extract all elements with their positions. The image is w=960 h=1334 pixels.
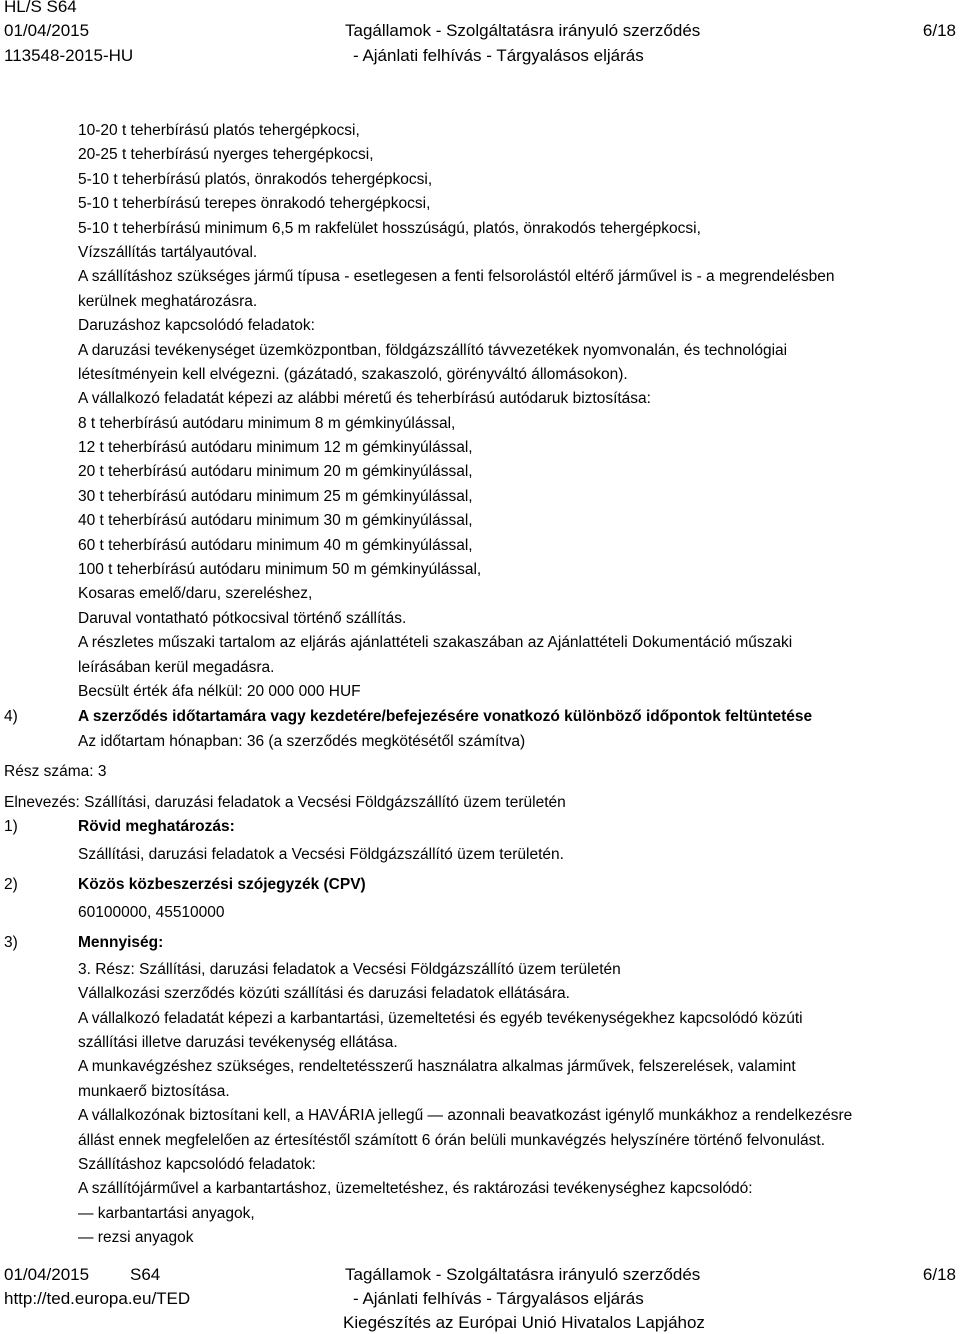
header-title-1: Tagállamok - Szolgáltatásra irányuló szerződés	[345, 21, 701, 40]
text-line: leírásában kerül megadásra.	[78, 658, 275, 676]
text-line: A vállalkozónak biztosítani kell, a HAVÁRIA jellegű — azonnali beavatkozást igénylő munkákhoz a rendelkezésre	[78, 1107, 853, 1125]
text-line: A vállalkozó feladatát képezi a karbantartási, üzemeltetési és egyéb tevékenységekhez kapcsolódó közúti	[78, 1009, 803, 1027]
text-line: 30 t teherbírású autódaru minimum 25 m gémkinyúlással,	[78, 487, 473, 505]
section-heading: A szerződés időtartamára vagy kezdetére/befejezésére vonatkozó különböző időpontok feltüntetése	[78, 708, 813, 726]
section-heading: Rövid meghatározás:	[78, 817, 235, 835]
text-line: 3. Rész: Szállítási, daruzási feladatok a Vecsési Földgázszállító üzem területén	[78, 960, 621, 978]
text-line: 5-10 t teherbírású terepes önrakodó tehergépkocsi,	[78, 195, 431, 213]
text-line: Kosaras emelő/daru, szereléshez,	[78, 585, 313, 603]
text-line: létesítményein kell elvégezni. (gázátadó, szakaszoló, görényváltó állomásokon).	[78, 365, 628, 383]
section-1-heading	[0, 815, 960, 839]
header-ref: 113548-2015-HU	[4, 46, 134, 65]
footer-url[interactable]: http://ted.europa.eu/TED	[4, 1289, 191, 1308]
part-number: Rész száma: 3	[4, 763, 107, 781]
page-header	[0, 0, 960, 70]
text-line: munkaerő biztosítása.	[78, 1082, 230, 1100]
document-body	[0, 119, 960, 1251]
part-name: Elnevezés: Szállítási, daruzási feladatok a Vecsési Földgázszállító üzem területén	[4, 793, 566, 811]
text-line: állást ennek megfelelően az értesítéstől számított 6 órán belüli munkavégzés helyszínére történő felvonulást.	[78, 1131, 825, 1149]
continued-items	[0, 119, 960, 704]
section-heading: Közös közbeszerzési szójegyzék (CPV)	[78, 875, 366, 893]
section-4-heading	[0, 705, 960, 729]
section-heading: Mennyiség:	[78, 933, 164, 951]
footer-page: 6/18	[922, 1265, 956, 1284]
header-date: 01/04/2015	[4, 21, 90, 40]
section-3-lines	[0, 958, 960, 1251]
footer-title-3: Kiegészítés az Európai Unió Hivatalos Lapjához	[343, 1313, 705, 1332]
section-number: 1)	[4, 817, 18, 835]
header-title-2: - Ajánlati felhívás - Tárgyalásos eljárás	[353, 46, 644, 65]
footer-title-1: Tagállamok - Szolgáltatásra irányuló szerződés	[345, 1265, 701, 1284]
text-line: Becsült érték áfa nélkül: 20 000 000 HUF	[78, 682, 361, 700]
section-2-text: 60100000, 45510000	[78, 904, 225, 922]
text-line: 12 t teherbírású autódaru minimum 12 m gémkinyúlással,	[78, 439, 473, 457]
section-number: 2)	[4, 875, 18, 893]
text-line: Daruval vontatható pótkocsival történő szállítás.	[78, 609, 407, 627]
text-line: — rezsi anyagok	[78, 1229, 194, 1247]
section-4-value: Az időtartam hónapban: 36 (a szerződés megkötésétől számítva)	[78, 732, 526, 750]
text-line: A vállalkozó feladatát képezi az alábbi méretű és teherbírású autódaruk biztosítása:	[78, 390, 651, 408]
text-line: Daruzáshoz kapcsolódó feladatok:	[78, 317, 315, 335]
section-number: 4)	[4, 708, 18, 726]
text-line: 5-10 t teherbírású minimum 6,5 m rakfelület hosszúságú, platós, önrakodós tehergépkocsi,	[78, 219, 701, 237]
header-page: 6/18	[922, 21, 956, 40]
text-line: A szállításhoz szükséges jármű típusa - esetlegesen a fenti felsorolástól eltérő járművel is - a megrendelésben	[78, 268, 835, 286]
section-3-heading	[0, 931, 960, 955]
text-line: 8 t teherbírású autódaru minimum 8 m gémkinyúlással,	[78, 414, 456, 432]
section-2-heading	[0, 873, 960, 897]
section-1-text: Szállítási, daruzási feladatok a Vecsési Földgázszállító üzem területén.	[78, 846, 564, 864]
doc-id: HL/S S64	[4, 0, 77, 16]
text-line: Szállításhoz kapcsolódó feladatok:	[78, 1156, 316, 1174]
text-line: A daruzási tevékenységet üzemközpontban, földgázszállító távvezetékek nyomvonalán, és technológiai	[78, 341, 788, 359]
text-line: — karbantartási anyagok,	[78, 1204, 255, 1222]
text-line: szállítási illetve daruzási tevékenység ellátása.	[78, 1034, 398, 1052]
text-line: 10-20 t teherbírású platós tehergépkocsi,	[78, 122, 360, 139]
text-line: 100 t teherbírású autódaru minimum 50 m gémkinyúlással,	[78, 561, 482, 579]
text-line: 5-10 t teherbírású platós, önrakodós tehergépkocsi,	[78, 170, 433, 188]
text-line: A részletes műszaki tartalom az eljárás ajánlattételi szakaszában az Ajánlattételi Dokumentáció műszaki	[78, 634, 793, 652]
text-line: 40 t teherbírású autódaru minimum 30 m gémkinyúlással,	[78, 512, 473, 530]
text-line: 20-25 t teherbírású nyerges tehergépkocsi,	[78, 146, 374, 164]
text-line: A szállítójárművel a karbantartáshoz, üzemeltetéshez, és raktározási tevékenységhez kapcsolódó:	[78, 1180, 753, 1198]
footer-title-2: - Ajánlati felhívás - Tárgyalásos eljárás	[353, 1289, 644, 1308]
footer-series: S64	[130, 1265, 161, 1284]
text-line: 20 t teherbírású autódaru minimum 20 m gémkinyúlással,	[78, 463, 473, 481]
text-line: 60 t teherbírású autódaru minimum 40 m gémkinyúlással,	[78, 536, 473, 554]
section-number: 3)	[4, 933, 18, 951]
text-line: kerülnek meghatározásra.	[78, 292, 258, 310]
text-line: A munkavégzéshez szükséges, rendeltetésszerű használatra alkalmas járművek, felszerelések, valamint	[78, 1058, 796, 1076]
page-footer	[0, 1262, 960, 1334]
footer-date: 01/04/2015	[4, 1265, 90, 1284]
text-line: Vállalkozási szerződés közúti szállítási és daruzási feladatok ellátására.	[78, 985, 570, 1003]
text-line: Vízszállítás tartályautóval.	[78, 243, 258, 261]
